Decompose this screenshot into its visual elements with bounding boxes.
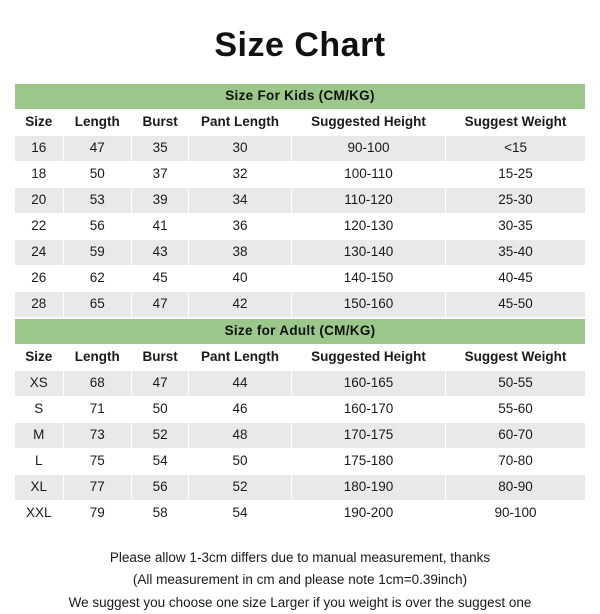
cell-length: 77 xyxy=(63,475,132,501)
column-header-suggest-weight: Suggest Weight xyxy=(446,110,586,136)
cell-suggest-weight: 90-100 xyxy=(446,501,586,527)
table-row xyxy=(15,371,586,397)
column-header-size: Size xyxy=(15,345,64,371)
cell-size: 28 xyxy=(15,292,64,318)
cell-suggest-weight: 70-80 xyxy=(446,449,586,475)
cell-pant-length: 54 xyxy=(189,501,292,527)
cell-suggested-height: 160-170 xyxy=(291,397,445,423)
cell-burst: 50 xyxy=(132,397,189,423)
cell-suggest-weight: 25-30 xyxy=(446,188,586,214)
cell-length: 71 xyxy=(63,397,132,423)
column-header-suggested-height: Suggested Height xyxy=(291,345,445,371)
cell-suggest-weight: 30-35 xyxy=(446,214,586,240)
cell-suggested-height: 160-165 xyxy=(291,371,445,397)
cell-length: 68 xyxy=(63,371,132,397)
cell-suggest-weight: 35-40 xyxy=(446,240,586,266)
table-row xyxy=(15,501,586,527)
table-row xyxy=(15,292,586,318)
cell-suggest-weight: 80-90 xyxy=(446,475,586,501)
table-row xyxy=(15,214,586,240)
cell-suggested-height: 140-150 xyxy=(291,266,445,292)
cell-suggested-height: 170-175 xyxy=(291,423,445,449)
cell-length: 56 xyxy=(63,214,132,240)
column-header-suggested-height: Suggested Height xyxy=(291,110,445,136)
cell-size: 20 xyxy=(15,188,64,214)
cell-size: S xyxy=(15,397,64,423)
table-row xyxy=(15,266,586,292)
notes-block xyxy=(14,547,586,614)
cell-burst: 52 xyxy=(132,423,189,449)
cell-suggest-weight: 55-60 xyxy=(446,397,586,423)
cell-burst: 35 xyxy=(132,136,189,162)
cell-suggested-height: 130-140 xyxy=(291,240,445,266)
cell-length: 79 xyxy=(63,501,132,527)
cell-size: 26 xyxy=(15,266,64,292)
cell-length: 50 xyxy=(63,162,132,188)
cell-suggested-height: 120-130 xyxy=(291,214,445,240)
cell-suggested-height: 110-120 xyxy=(291,188,445,214)
cell-size: XL xyxy=(15,475,64,501)
column-header-suggest-weight: Suggest Weight xyxy=(446,345,586,371)
column-header-size: Size xyxy=(15,110,64,136)
table-row xyxy=(15,240,586,266)
adult-size-table xyxy=(14,318,586,527)
cell-suggest-weight: 40-45 xyxy=(446,266,586,292)
column-header-length: Length xyxy=(63,110,132,136)
cell-pant-length: 30 xyxy=(189,136,292,162)
cell-length: 53 xyxy=(63,188,132,214)
cell-suggest-weight: <15 xyxy=(446,136,586,162)
cell-suggested-height: 180-190 xyxy=(291,475,445,501)
kids-column-header-row xyxy=(15,110,586,136)
cell-length: 75 xyxy=(63,449,132,475)
cell-size: 18 xyxy=(15,162,64,188)
cell-length: 65 xyxy=(63,292,132,318)
cell-suggest-weight: 50-55 xyxy=(446,371,586,397)
adult-section-header-label: Size for Adult (CM/KG) xyxy=(15,319,586,345)
table-row xyxy=(15,136,586,162)
table-row xyxy=(15,188,586,214)
cell-suggest-weight: 45-50 xyxy=(446,292,586,318)
column-header-pant-length: Pant Length xyxy=(189,345,292,371)
cell-size: 24 xyxy=(15,240,64,266)
cell-suggested-height: 150-160 xyxy=(291,292,445,318)
cell-pant-length: 40 xyxy=(189,266,292,292)
cell-pant-length: 42 xyxy=(189,292,292,318)
table-row xyxy=(15,475,586,501)
cell-burst: 47 xyxy=(132,371,189,397)
cell-size: L xyxy=(15,449,64,475)
table-row xyxy=(15,397,586,423)
cell-length: 47 xyxy=(63,136,132,162)
cell-size: XXL xyxy=(15,501,64,527)
cell-length: 59 xyxy=(63,240,132,266)
cell-suggested-height: 90-100 xyxy=(291,136,445,162)
cell-pant-length: 32 xyxy=(189,162,292,188)
table-row xyxy=(15,423,586,449)
cell-burst: 39 xyxy=(132,188,189,214)
cell-suggest-weight: 15-25 xyxy=(446,162,586,188)
kids-size-table xyxy=(14,83,586,318)
cell-burst: 43 xyxy=(132,240,189,266)
cell-length: 73 xyxy=(63,423,132,449)
cell-burst: 56 xyxy=(132,475,189,501)
cell-pant-length: 36 xyxy=(189,214,292,240)
cell-pant-length: 34 xyxy=(189,188,292,214)
cell-size: 16 xyxy=(15,136,64,162)
cell-pant-length: 52 xyxy=(189,475,292,501)
cell-burst: 54 xyxy=(132,449,189,475)
note-line-1: Please allow 1-3cm differs due to manual measurement, thanks xyxy=(109,550,491,565)
cell-size: XS xyxy=(15,371,64,397)
cell-suggested-height: 190-200 xyxy=(291,501,445,527)
cell-burst: 41 xyxy=(132,214,189,240)
cell-pant-length: 46 xyxy=(189,397,292,423)
page-title: Size Chart xyxy=(214,26,386,64)
note-line-2: (All measurement in cm and please note 1cm=0.39inch) xyxy=(132,572,468,588)
cell-pant-length: 38 xyxy=(189,240,292,266)
cell-suggested-height: 175-180 xyxy=(291,449,445,475)
note-line-3: We suggest you choose one size Larger if you weight is over the suggest one xyxy=(68,594,532,610)
cell-pant-length: 44 xyxy=(189,371,292,397)
cell-size: M xyxy=(15,423,64,449)
cell-burst: 47 xyxy=(132,292,189,318)
cell-size: 22 xyxy=(15,214,64,240)
cell-pant-length: 48 xyxy=(189,423,292,449)
kids-section-header-label: Size For Kids (CM/KG) xyxy=(15,84,586,110)
column-header-burst: Burst xyxy=(132,345,189,371)
adult-column-header-row xyxy=(15,345,586,371)
kids-section-header xyxy=(15,84,586,110)
cell-burst: 58 xyxy=(132,501,189,527)
table-row xyxy=(15,162,586,188)
adult-section-header xyxy=(15,319,586,345)
cell-burst: 37 xyxy=(132,162,189,188)
column-header-burst: Burst xyxy=(132,110,189,136)
table-row xyxy=(15,449,586,475)
cell-length: 62 xyxy=(63,266,132,292)
column-header-pant-length: Pant Length xyxy=(189,110,292,136)
cell-suggest-weight: 60-70 xyxy=(446,423,586,449)
cell-burst: 45 xyxy=(132,266,189,292)
column-header-length: Length xyxy=(63,345,132,371)
cell-pant-length: 50 xyxy=(189,449,292,475)
cell-suggested-height: 100-110 xyxy=(291,162,445,188)
